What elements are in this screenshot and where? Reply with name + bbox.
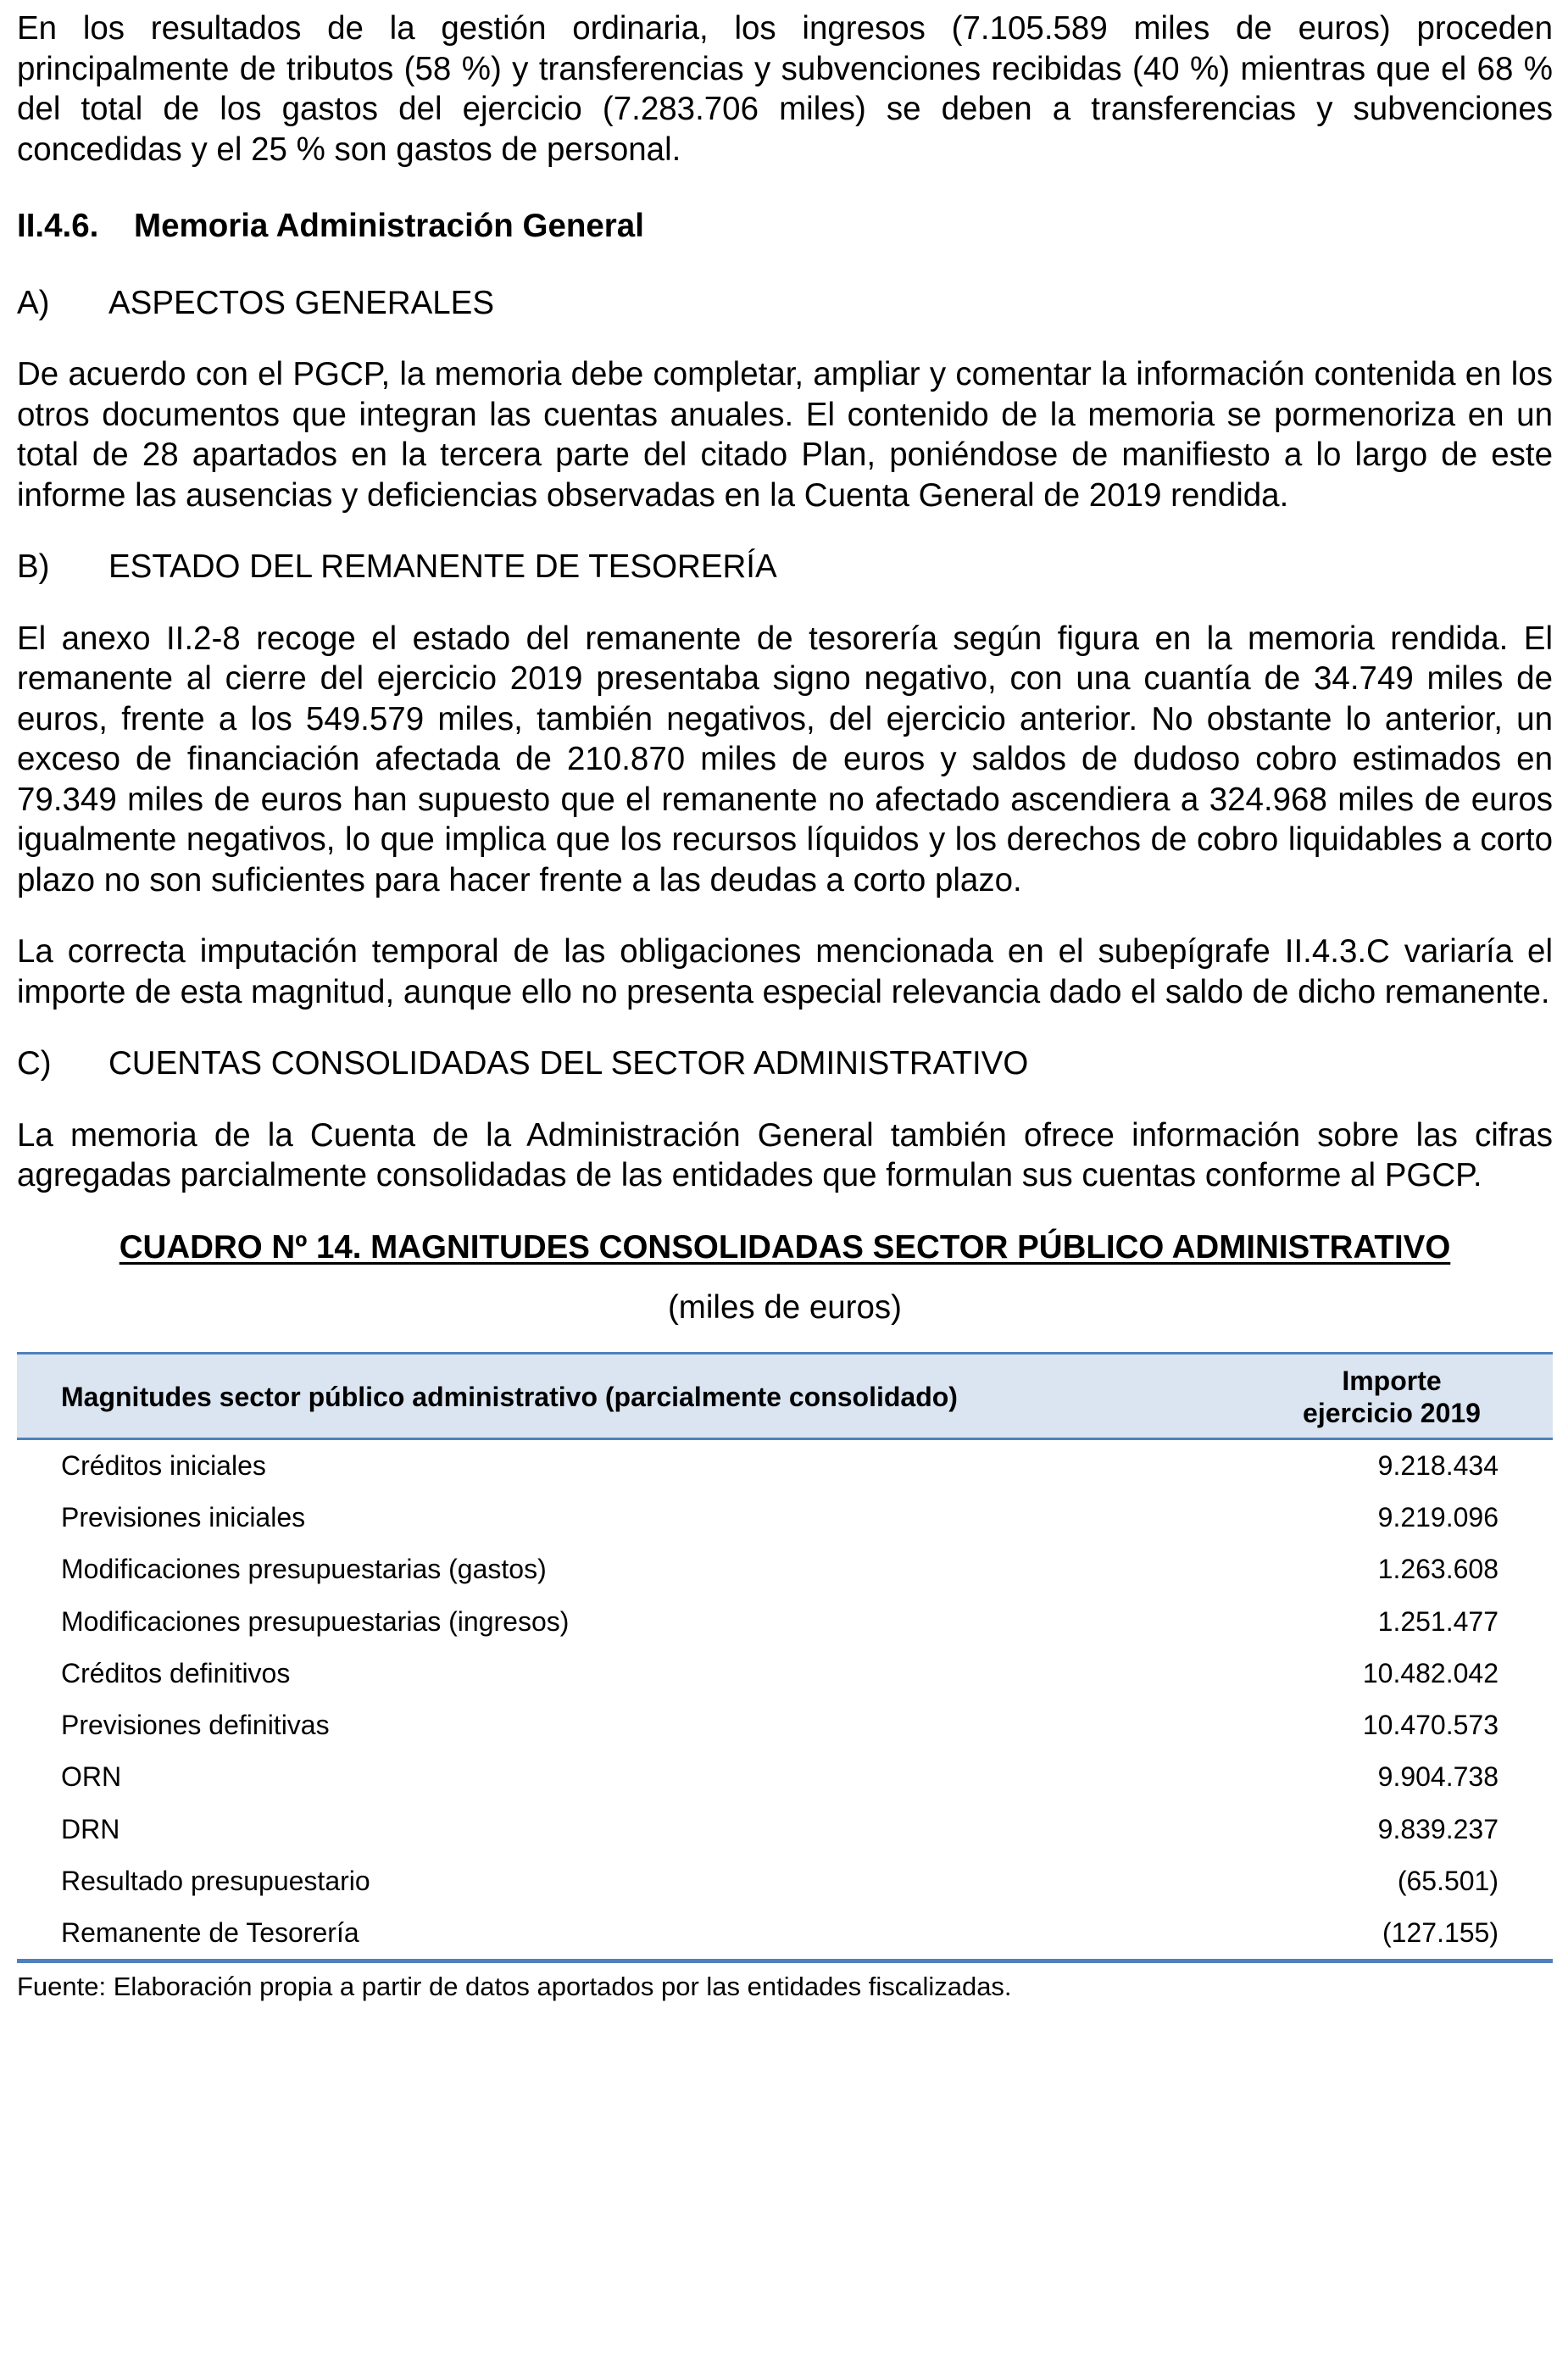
intro-paragraph: En los resultados de la gestión ordinaria, los ingresos (7.105.589 miles de euros) proceden principalmente de tributos (58 %) y transferencias y subvenciones recibidas (40 %) mientras que el 68 % del total de los gastos del ejercicio (7.283.706 miles) se deben a transferencias y subvenciones concedidas y el 25 % son gastos de personal. <box>17 10 1553 168</box>
table-row <box>17 1595 1553 1647</box>
row-value: (127.155) <box>1265 1907 1553 1961</box>
table-row <box>17 1544 1553 1595</box>
row-label: Modificaciones presupuestarias (ingresos) <box>61 1605 570 1637</box>
header-importe <box>1265 1353 1553 1438</box>
document-page <box>17 8 1553 2004</box>
row-label: Remanente de Tesorería <box>17 1907 1265 1961</box>
table-row <box>17 1855 1553 1907</box>
table-row <box>17 1438 1553 1492</box>
row-label: Previsiones definitivas <box>61 1710 330 1741</box>
section-heading <box>17 206 1553 247</box>
table-row <box>17 1804 1553 1855</box>
subsection-c-title: CUENTAS CONSOLIDADAS DEL SECTOR ADMINISTRATIVO <box>108 1045 1029 1082</box>
subsection-c-paragraph: La memoria de la Cuenta de la Administración General también ofrece información sobre las cifras agregadas parcialmente consolidadas de las entidades que formulan sus cuentas conforme al PGCP. <box>17 1116 1553 1193</box>
subsection-b-letter: B) <box>17 548 50 585</box>
table-row <box>17 1751 1553 1803</box>
row-value: 1.263.608 <box>1377 1554 1498 1585</box>
table-row <box>17 1907 1553 1961</box>
subsection-a-paragraph: De acuerdo con el PGCP, la memoria debe completar, ampliar y comentar la información contenida en los otros documentos que integran las cuentas anuales. El contenido de la memoria se pormenoriza en un total de 28 apartados en la tercera parte del citado Plan, poniéndose de manifiesto a lo largo de este informe las ausencias y deficiencias observadas en la Cuenta General de 2019 rendida. <box>17 356 1553 514</box>
row-label: Créditos definitivos <box>61 1657 291 1688</box>
row-label: DRN <box>61 1813 120 1844</box>
row-label: Modificaciones presupuestarias (gastos) <box>61 1554 547 1585</box>
row-value: 1.251.477 <box>1377 1605 1498 1637</box>
row-value: 10.482.042 <box>1362 1657 1498 1688</box>
subsection-c-letter: C) <box>17 1045 52 1082</box>
header-importe-line1: Importe <box>1342 1365 1442 1396</box>
section-title: Memoria Administración General <box>134 208 644 244</box>
section-number: II.4.6. <box>17 208 99 244</box>
subsection-c-heading <box>17 1043 1553 1084</box>
subsection-a-letter: A) <box>17 284 50 321</box>
subsection-b-paragraph-1: El anexo II.2-8 recoge el estado del remanente de tesorería según figura en la memoria rendida. El remanente al cierre del ejercicio 2019 presentaba signo negativo, con una cuantía de 34.749 miles de euros, frente a los 549.579 miles, también negativos, del ejercicio anterior. No obstante lo anterior, un exceso de financiación afectada de 210.870 miles de euros y saldos de dudoso cobro estimados en 79.349 miles de euros han supuesto que el remanente no afectado ascendiera a 324.968 miles de euros igualmente negativos, lo que implica que los recursos líquidos y los derechos de cobro liquidables a corto plazo no son suficientes para hacer frente a las deudas a corto plazo. <box>17 620 1553 898</box>
magnitudes-table <box>17 1352 1553 1964</box>
subsection-b-title: ESTADO DEL REMANENTE DE TESORERÍA <box>108 548 777 585</box>
row-label: ORN <box>61 1761 122 1793</box>
table-title: CUADRO Nº 14. MAGNITUDES CONSOLIDADAS SECTOR PÚBLICO ADMINISTRATIVO <box>119 1228 1451 1266</box>
row-value: 9.219.096 <box>1377 1501 1498 1533</box>
row-value: (65.501) <box>1397 1866 1498 1897</box>
row-label: Créditos iniciales <box>61 1449 266 1481</box>
subsection-b-heading <box>17 547 1553 587</box>
row-label: Resultado presupuestario <box>61 1866 370 1897</box>
row-value: 9.218.434 <box>1377 1449 1498 1481</box>
table-row <box>17 1492 1553 1544</box>
table-source-note: Fuente: Elaboración propia a partir de datos aportados por las entidades fiscalizadas. <box>17 1972 1012 2002</box>
subsection-b-paragraph-2: La correcta imputación temporal de las obligaciones mencionada en el subepígrafe II.4.3.C variaría el importe de esta magnitud, aunque ello no presenta especial relevancia dado el saldo de dicho remanente. <box>17 933 1553 1010</box>
row-value: 9.904.738 <box>1377 1761 1498 1793</box>
row-value: 9.839.237 <box>1377 1813 1498 1844</box>
table-row <box>17 1648 1553 1699</box>
subsection-a-title: ASPECTOS GENERALES <box>108 284 495 321</box>
row-label: Previsiones iniciales <box>61 1501 306 1533</box>
table-unit: (miles de euros) <box>667 1289 902 1326</box>
header-magnitudes: Magnitudes sector público administrativo (parcialmente consolidado) <box>17 1353 1265 1438</box>
table-header-row <box>17 1353 1553 1438</box>
row-value: 10.470.573 <box>1362 1710 1498 1741</box>
subsection-a-heading <box>17 283 1553 324</box>
table-row <box>17 1699 1553 1751</box>
header-importe-line2: ejercicio 2019 <box>1303 1397 1481 1428</box>
